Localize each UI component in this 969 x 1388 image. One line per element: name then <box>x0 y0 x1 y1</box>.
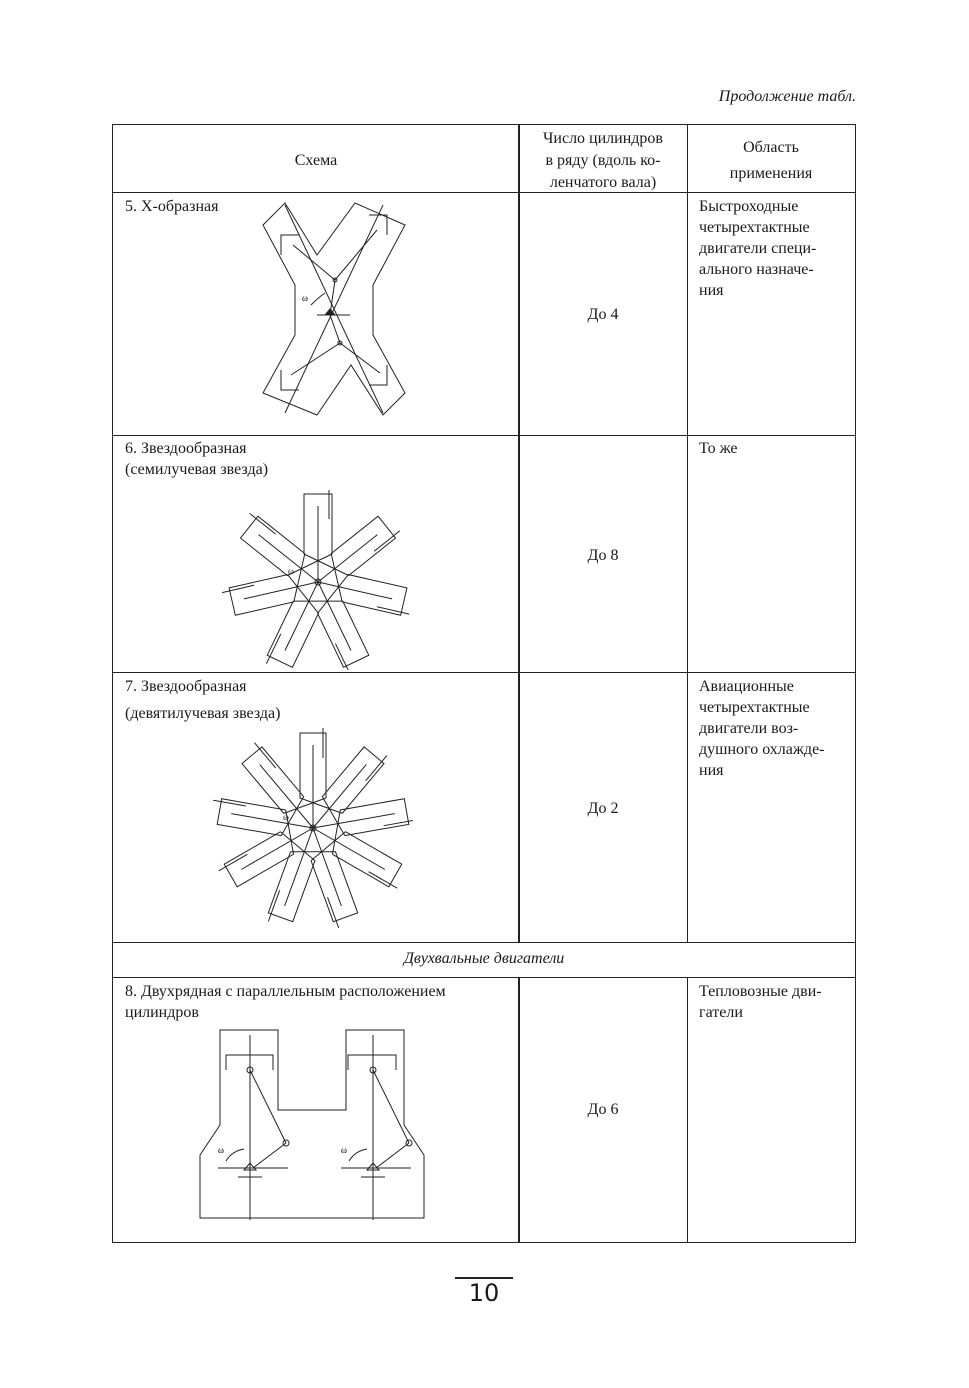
header-cylinders-line: ленчатого вала) <box>549 174 657 191</box>
row-7-app-line: четырехтактные <box>699 699 810 716</box>
row-6-title-line: (семилучевая звезда) <box>125 461 269 478</box>
row-5-app-line: двигатели специ- <box>699 240 817 257</box>
row-8-count: До 6 <box>587 1101 619 1118</box>
row-divider-7 <box>112 942 856 943</box>
header-cylinders-line: в ряду (вдоль ко- <box>545 152 661 169</box>
header-cylinders <box>519 128 687 194</box>
table-border-top <box>112 124 856 125</box>
cylinder-axis <box>328 897 339 928</box>
section-title: Двухвальные двигатели <box>403 950 565 967</box>
row-7-app-line: ния <box>699 762 724 779</box>
row-8-title-line: 8. Двухрядная с параллельным расположением <box>125 983 446 1000</box>
row-6-count: До 8 <box>587 547 619 564</box>
cylinder-ray <box>217 797 303 836</box>
connecting-rod <box>313 814 395 828</box>
table-border-left <box>112 124 113 1243</box>
header-cylinders-line: Число цилиндров <box>543 130 663 147</box>
connecting-rod <box>313 764 366 828</box>
row-8-app-line: Тепловозные дви- <box>699 983 822 1000</box>
row-7-title <box>125 676 515 724</box>
row-6-application <box>699 438 849 459</box>
table-border-right <box>855 124 856 1243</box>
col-divider-2 <box>687 124 688 942</box>
omega-label-right: ω <box>341 1145 347 1155</box>
cylinder-axis <box>213 800 245 806</box>
row-6-title <box>125 438 515 480</box>
row-8-title-line: цилиндров <box>125 1004 199 1021</box>
header-scheme: Схема <box>294 152 338 169</box>
omega-label: ω <box>302 293 308 303</box>
row-8-title <box>125 981 515 1023</box>
twin-shaft-engine-diagram <box>198 1025 434 1225</box>
cylinder-ray <box>331 516 395 602</box>
row-5-count: До 4 <box>587 306 619 323</box>
cylinder-ray <box>267 575 318 668</box>
row-divider-section <box>112 977 856 978</box>
connecting-rod <box>231 814 313 828</box>
row-5-application <box>699 196 849 301</box>
row-5-title-line: 5. Х-образная <box>125 198 219 215</box>
omega-label: ω <box>283 812 289 822</box>
connecting-rod <box>244 582 318 599</box>
col-divider-2b <box>687 977 688 1242</box>
row-7-app-line: душного охлажде- <box>699 741 825 758</box>
star7-engine-diagram <box>218 490 418 670</box>
row-5-app-line: Быстроходные <box>699 198 799 215</box>
row-divider-6 <box>112 672 856 673</box>
omega-label: ω <box>288 566 294 576</box>
page-number: 10 <box>455 1277 513 1307</box>
row-5-app-line: ального назначе- <box>699 261 814 278</box>
connecting-rod <box>318 582 392 599</box>
connecting-rod <box>313 828 341 906</box>
row-7-title-line: 7. Звездообразная <box>125 678 247 695</box>
row-5-app-line: четырехтактные <box>699 219 810 236</box>
cylinder-axis <box>266 634 280 664</box>
cylinder-ray <box>322 747 384 836</box>
cylinder-axis <box>366 756 387 781</box>
x-engine-diagram <box>255 195 415 425</box>
table-border-bottom <box>112 1242 856 1243</box>
cylinder-axis <box>254 743 275 768</box>
cylinder-ray <box>293 601 369 667</box>
star9-engine-diagram <box>213 728 413 928</box>
continuation-label: Продолжение табл. <box>718 88 856 105</box>
row-6-title-line: 6. Звездообразная <box>125 440 247 457</box>
row-divider-5 <box>112 435 856 436</box>
omega-label-left: ω <box>218 1145 224 1155</box>
header-application-line: Область <box>743 139 799 156</box>
header-application <box>687 135 855 187</box>
row-6-app-line: То же <box>699 440 738 457</box>
row-8-app-line: гатели <box>699 1004 743 1021</box>
row-7-count: До 2 <box>587 800 619 817</box>
row-divider-header <box>112 192 856 193</box>
connecting-rod <box>285 828 313 906</box>
header-application-line: применения <box>729 165 813 182</box>
row-7-title-line: (девятилучевая звезда) <box>125 705 281 722</box>
cylinder-axis <box>250 514 276 535</box>
row-7-app-line: Авиационные <box>699 678 794 695</box>
row-7-app-line: двигатели воз- <box>699 720 799 737</box>
col-divider-1 <box>518 124 520 942</box>
row-8-application <box>699 981 849 1023</box>
row-5-app-line: ния <box>699 282 724 299</box>
cylinder-axis <box>374 531 400 552</box>
row-7-application <box>699 676 849 781</box>
